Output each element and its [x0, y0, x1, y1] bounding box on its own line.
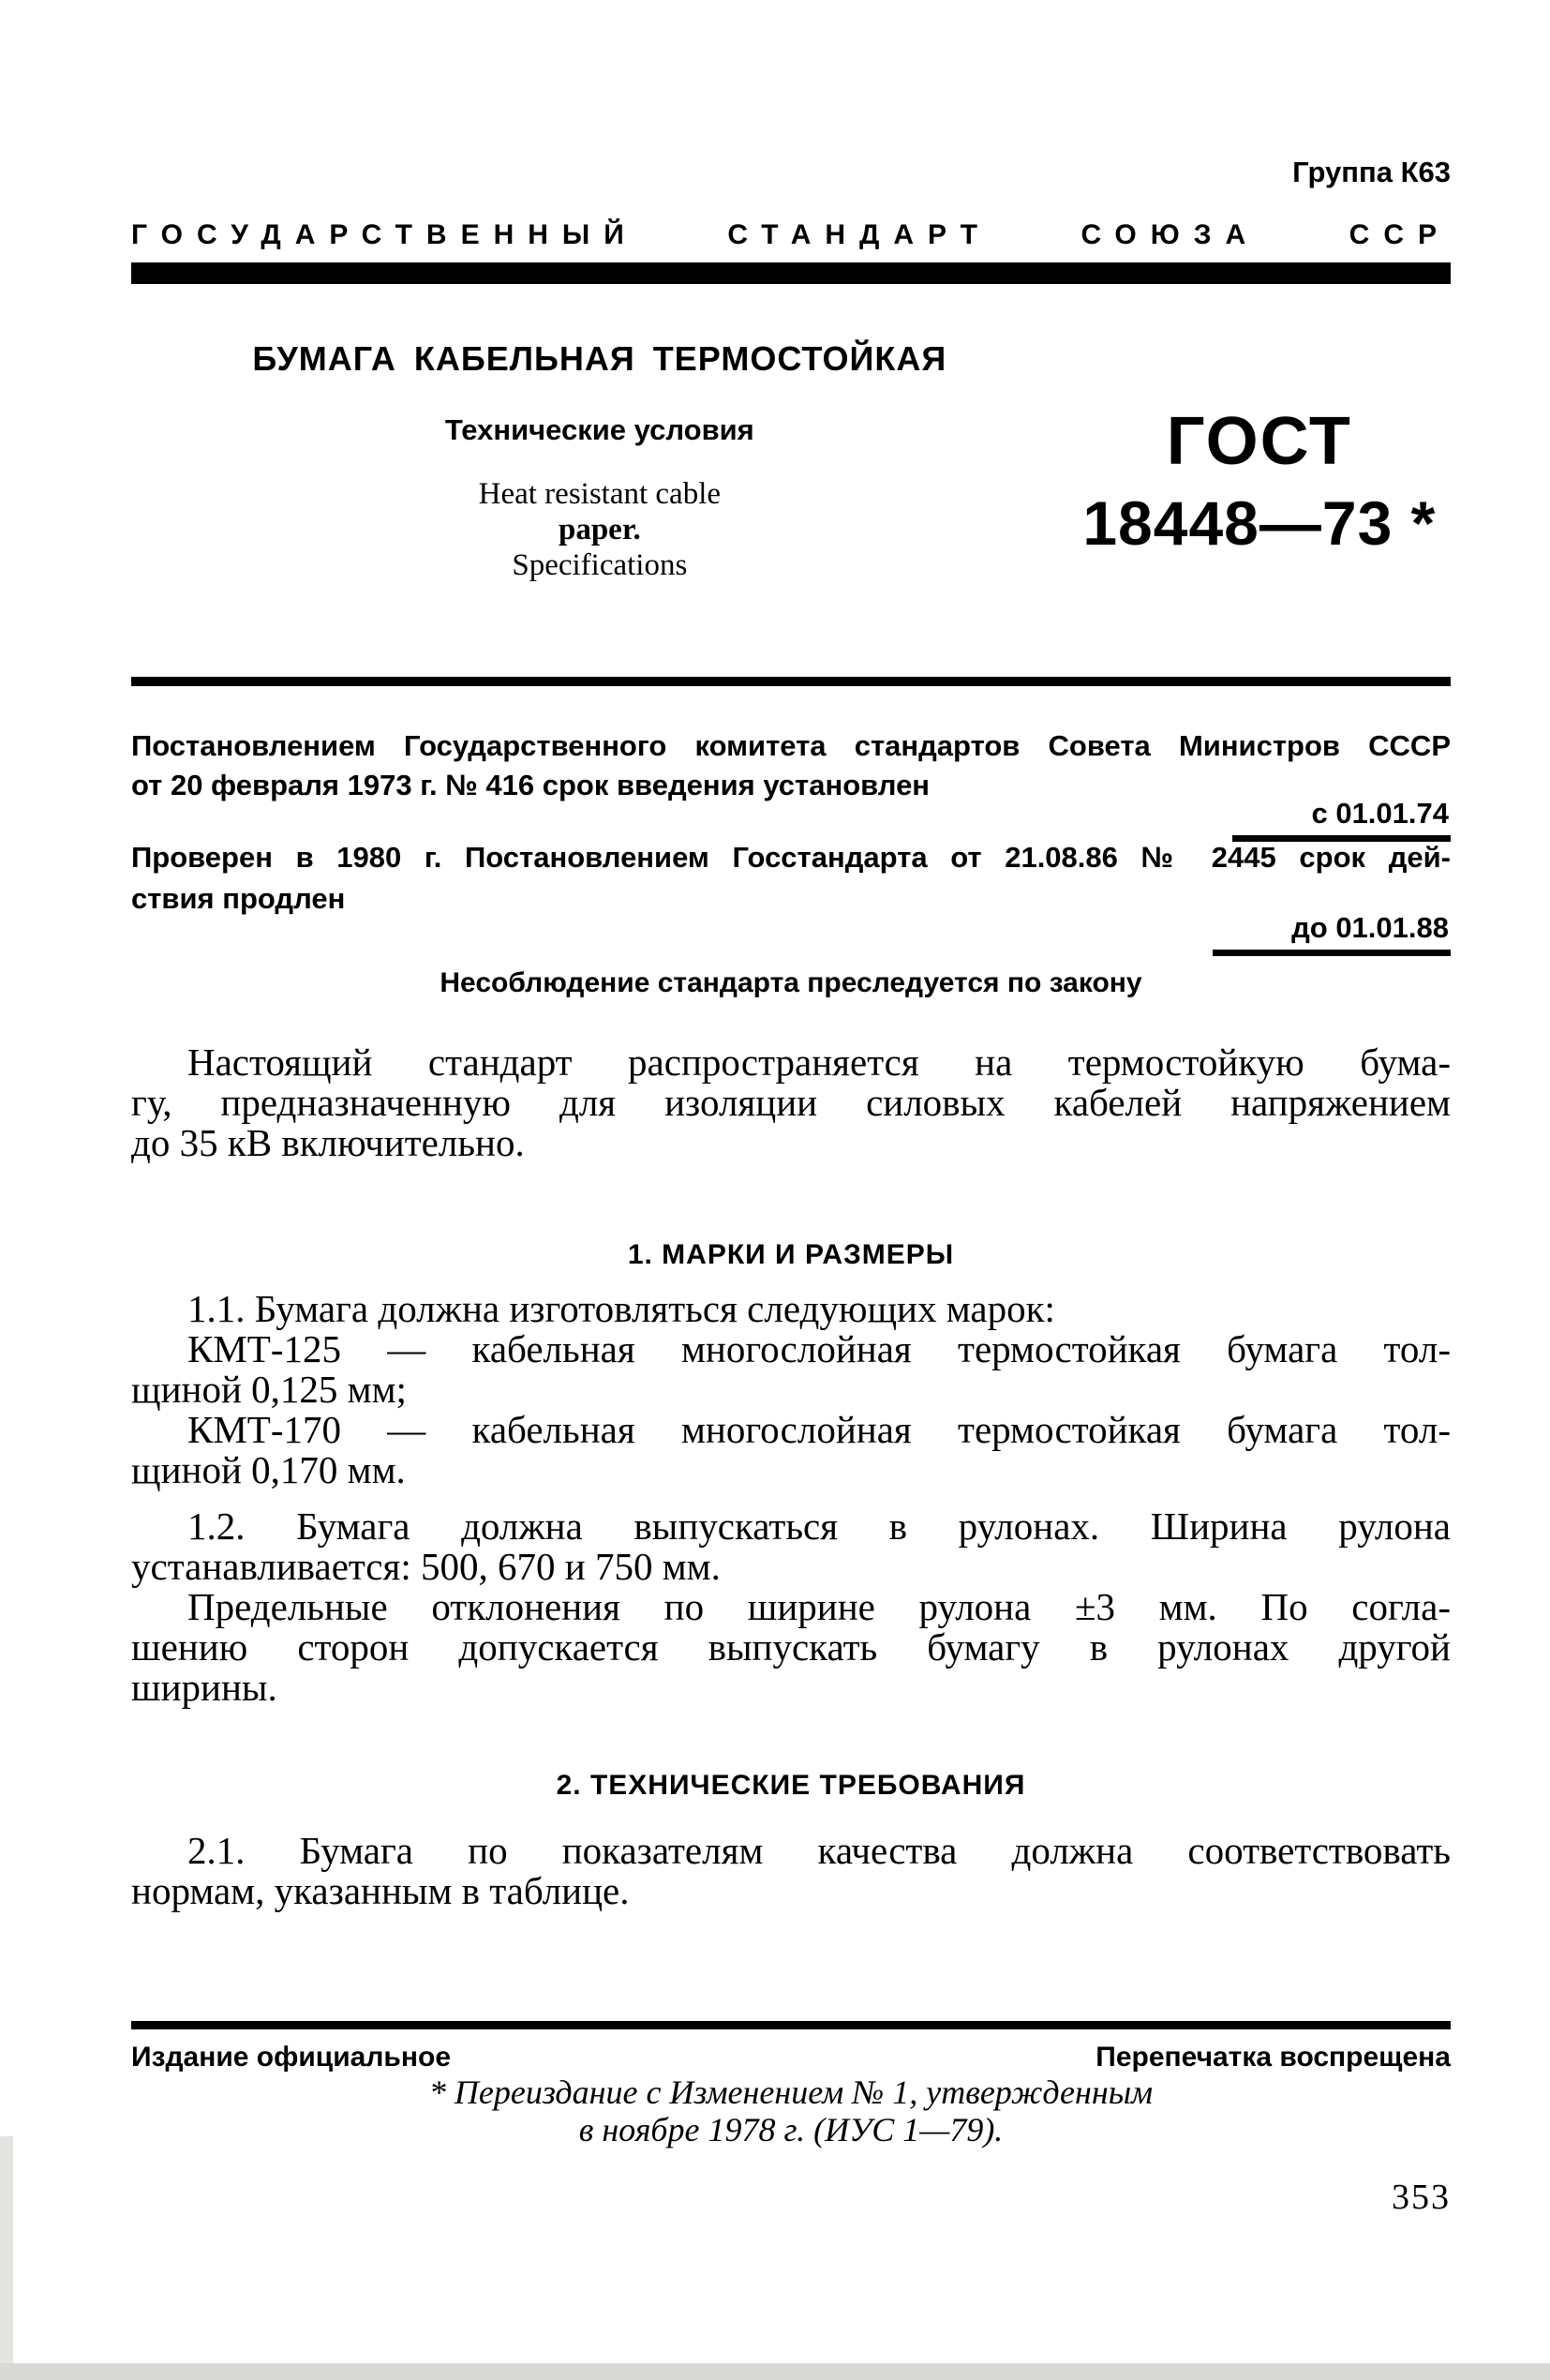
- clause-1-2: [131, 1506, 1451, 1708]
- clause-1-1-line-3: щиной 0,125 мм;: [131, 1368, 407, 1411]
- page-number: 353: [1392, 2178, 1451, 2217]
- gost-word: ГОСТ: [1166, 404, 1352, 479]
- section-2-heading: 2. ТЕХНИЧЕСКИЕ ТРЕБОВАНИЯ: [556, 1770, 1026, 1801]
- intro-line-2: гу, предназначенную для изоляции силовых кабелей напряжением: [131, 1081, 1451, 1124]
- reprint-prohibited-label: Перепечатка воспрещена: [1095, 2042, 1451, 2073]
- gost-number: 18448—73 *: [1082, 488, 1437, 558]
- law-notice: Несоблюдение стандарта преследуется по закону: [440, 967, 1142, 998]
- revision-footnote: [131, 2073, 1451, 2148]
- effective-from-line: [131, 797, 1451, 842]
- title-en-line-2: paper.: [558, 513, 641, 546]
- intro-line-1: Настоящий стандарт распространяется на термостойкую бума-: [187, 1040, 1451, 1084]
- clause-1-2-line-3: Предельные отклонения по ширине рулона ±3 мм. По согла-: [187, 1585, 1451, 1628]
- intro-line-3: до 35 кВ включительно.: [131, 1121, 525, 1164]
- clause-1-2-line-4: шению сторон допускается выпускать бумагу в рулонах другой: [131, 1625, 1451, 1669]
- scan-artifact-bottom: [0, 2363, 1550, 2380]
- enactment-line-4: ствия продлен: [131, 882, 346, 915]
- enactment-block: [131, 722, 1451, 975]
- document-subtitle-ru: Технические условия: [444, 413, 754, 446]
- footer-row: [131, 2042, 1451, 2073]
- edition-official-label: Издание официальное: [131, 2042, 452, 2073]
- clause-1-2-line-1: 1.2. Бумага должна выпускаться в рулонах. Ширина рулона: [187, 1504, 1451, 1548]
- clause-1-1-line-1: 1.1. Бумага должна изготовляться следующих марок:: [187, 1287, 1055, 1330]
- footnote-line-2: в ноябре 1978 г. (ИУС 1—79).: [578, 2111, 1004, 2148]
- clause-1-1-line-2: КМТ-125 — кабельная многослойная термостойкая бумага тол-: [187, 1327, 1451, 1370]
- clause-1-1-line-5: щиной 0,170 мм.: [131, 1448, 406, 1491]
- gost-designation-block: [1068, 342, 1451, 583]
- title-separator-rule: [131, 677, 1451, 686]
- enactment-line-1: Постановлением Государственного комитета стандартов Совета Министров СССР: [131, 729, 1451, 762]
- masthead-rule: [131, 262, 1451, 284]
- group-label: Группа К63: [1292, 156, 1451, 188]
- clause-1-1-line-4: КМТ-170 — кабельная многослойная термостойкая бумага тол-: [187, 1408, 1451, 1451]
- effective-until-date: до 01.01.88: [1213, 911, 1451, 956]
- title-en-line-3: Specifications: [512, 548, 688, 582]
- clause-2-1-line-2: нормам, указанным в таблице.: [131, 1869, 630, 1912]
- clause-1-2-line-2: устанавливается: 500, 670 и 750 мм.: [131, 1545, 721, 1588]
- clause-1-1: [131, 1289, 1451, 1490]
- enactment-line-2: от 20 февраля 1973 г. № 416 срок введения установлен: [131, 769, 931, 801]
- clause-2-1-line-1: 2.1. Бумага по показателям качества должна соответствовать: [187, 1829, 1451, 1872]
- section-1-heading: 1. МАРКИ И РАЗМЕРЫ: [627, 1239, 955, 1270]
- title-en-line-1: Heat resistant cable: [478, 477, 722, 511]
- footnote-line-1: * Переиздание с Изменением № 1, утвержденным: [428, 2073, 1154, 2111]
- effective-until-line: [131, 911, 1451, 956]
- intro-paragraph: [131, 1042, 1451, 1163]
- clause-2-1: [131, 1831, 1451, 1911]
- title-left-column: [131, 339, 1068, 583]
- enactment-line-3: Проверен в 1980 г. Постановлением Госстандарта от 21.08.86 № 2445 срок дей-: [131, 841, 1451, 874]
- footer-rule: [131, 2021, 1451, 2029]
- clause-1-2-line-5: ширины.: [131, 1666, 277, 1709]
- scan-artifact-left: [0, 2136, 13, 2380]
- masthead-title: ГОСУДАРСТВЕННЫЙ СТАНДАРТ СОЮЗА ССР: [131, 219, 1451, 250]
- document-title-en: [131, 476, 1068, 583]
- title-block: [131, 339, 1451, 583]
- effective-from-date: с 01.01.74: [1232, 797, 1451, 842]
- document-title-ru: БУМАГА КАБЕЛЬНАЯ ТЕРМОСТОЙКАЯ: [252, 339, 947, 378]
